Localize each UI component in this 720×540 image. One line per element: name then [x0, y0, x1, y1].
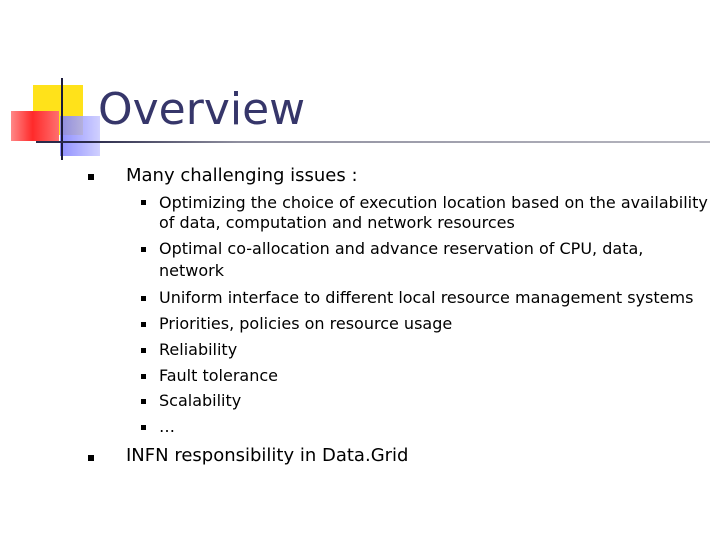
- title-decoration-vertical-line: [61, 78, 63, 160]
- bullet-icon: [88, 174, 94, 180]
- sub-bullet-icon: [141, 296, 146, 301]
- sub-bullet-icon: [141, 200, 146, 205]
- bullet-icon: [88, 455, 94, 461]
- sub-point-2-line-1: Optimal co-allocation and advance reservation of CPU, data,: [159, 239, 644, 258]
- sub-point-6: Fault tolerance: [159, 366, 278, 385]
- sub-bullet-icon: [141, 374, 146, 379]
- title-decoration-blue-square: [60, 116, 100, 156]
- sub-bullet-icon: [141, 348, 146, 353]
- main-point-1: Many challenging issues :: [126, 165, 358, 186]
- slide-title: Overview: [98, 84, 306, 135]
- sub-point-1-line-1: Optimizing the choice of execution location based on the availability: [159, 193, 708, 212]
- sub-bullet-icon: [141, 322, 146, 327]
- sub-point-8: …: [159, 417, 175, 436]
- sub-point-1-line-2: of data, computation and network resources: [159, 213, 515, 232]
- sub-point-5: Reliability: [159, 340, 238, 359]
- sub-point-7: Scalability: [159, 391, 242, 410]
- sub-point-3: Uniform interface to different local resource management systems: [159, 288, 694, 307]
- sub-point-2-line-2: network: [159, 261, 224, 280]
- sub-bullet-icon: [141, 399, 146, 404]
- sub-bullet-icon: [141, 247, 146, 252]
- title-underline: [36, 141, 710, 143]
- sub-point-4: Priorities, policies on resource usage: [159, 314, 453, 333]
- main-point-2: INFN responsibility in Data.Grid: [126, 445, 409, 466]
- sub-bullet-icon: [141, 425, 146, 430]
- title-decoration-red-bar: [11, 111, 59, 141]
